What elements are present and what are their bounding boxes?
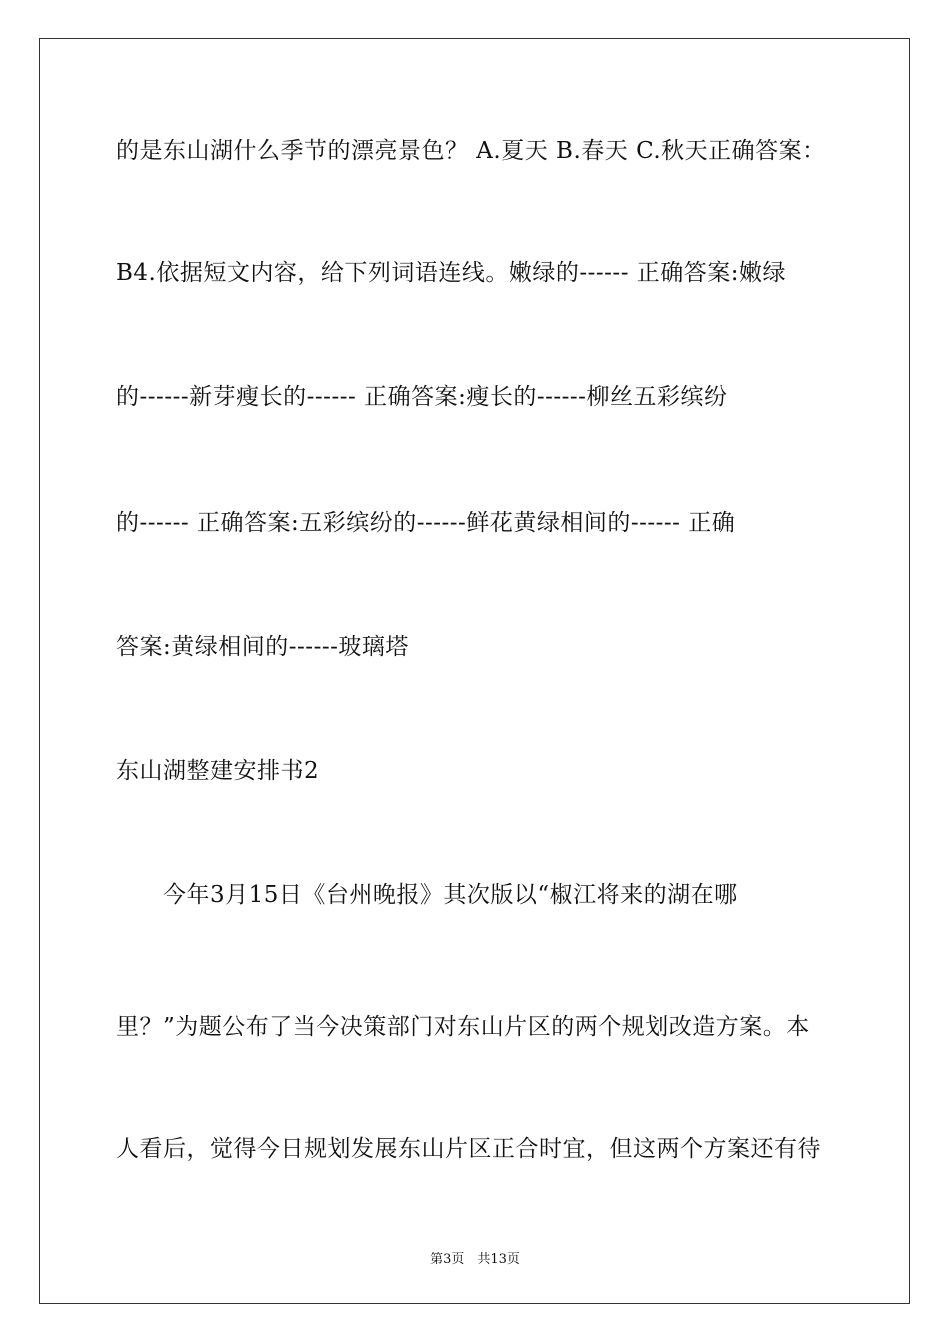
text-line-1: 的是东山湖什么季节的漂亮景色？ A.夏天 B.春天 C.秋天正确答案：	[116, 138, 826, 164]
text-line-8: 里？”为题公布了当今决策部门对东山片区的两个规划改造方案。本	[116, 1014, 810, 1040]
section-heading: 东山湖整建安排书2	[116, 758, 320, 784]
page-footer: 第3页 共13页	[430, 1252, 520, 1267]
text-line-4: 的------ 正确答案:五彩缤纷的------鲜花黄绿相间的------ 正确	[116, 510, 736, 536]
text-line-9: 人看后，觉得今日规划发展东山片区正合时宜，但这两个方案还有待	[116, 1136, 821, 1162]
page-border	[39, 38, 910, 1304]
text-line-3: 的------新芽瘦长的------ 正确答案:瘦长的------柳丝五彩缤纷	[116, 384, 728, 410]
text-line-7: 今年3月15日《台州晚报》其次版以“椒江将来的湖在哪	[116, 882, 738, 908]
text-line-5: 答案:黄绿相间的------玻璃塔	[116, 634, 409, 660]
text-line-2: B4.依据短文内容，给下列词语连线。嫩绿的------ 正确答案:嫩绿	[116, 260, 787, 286]
